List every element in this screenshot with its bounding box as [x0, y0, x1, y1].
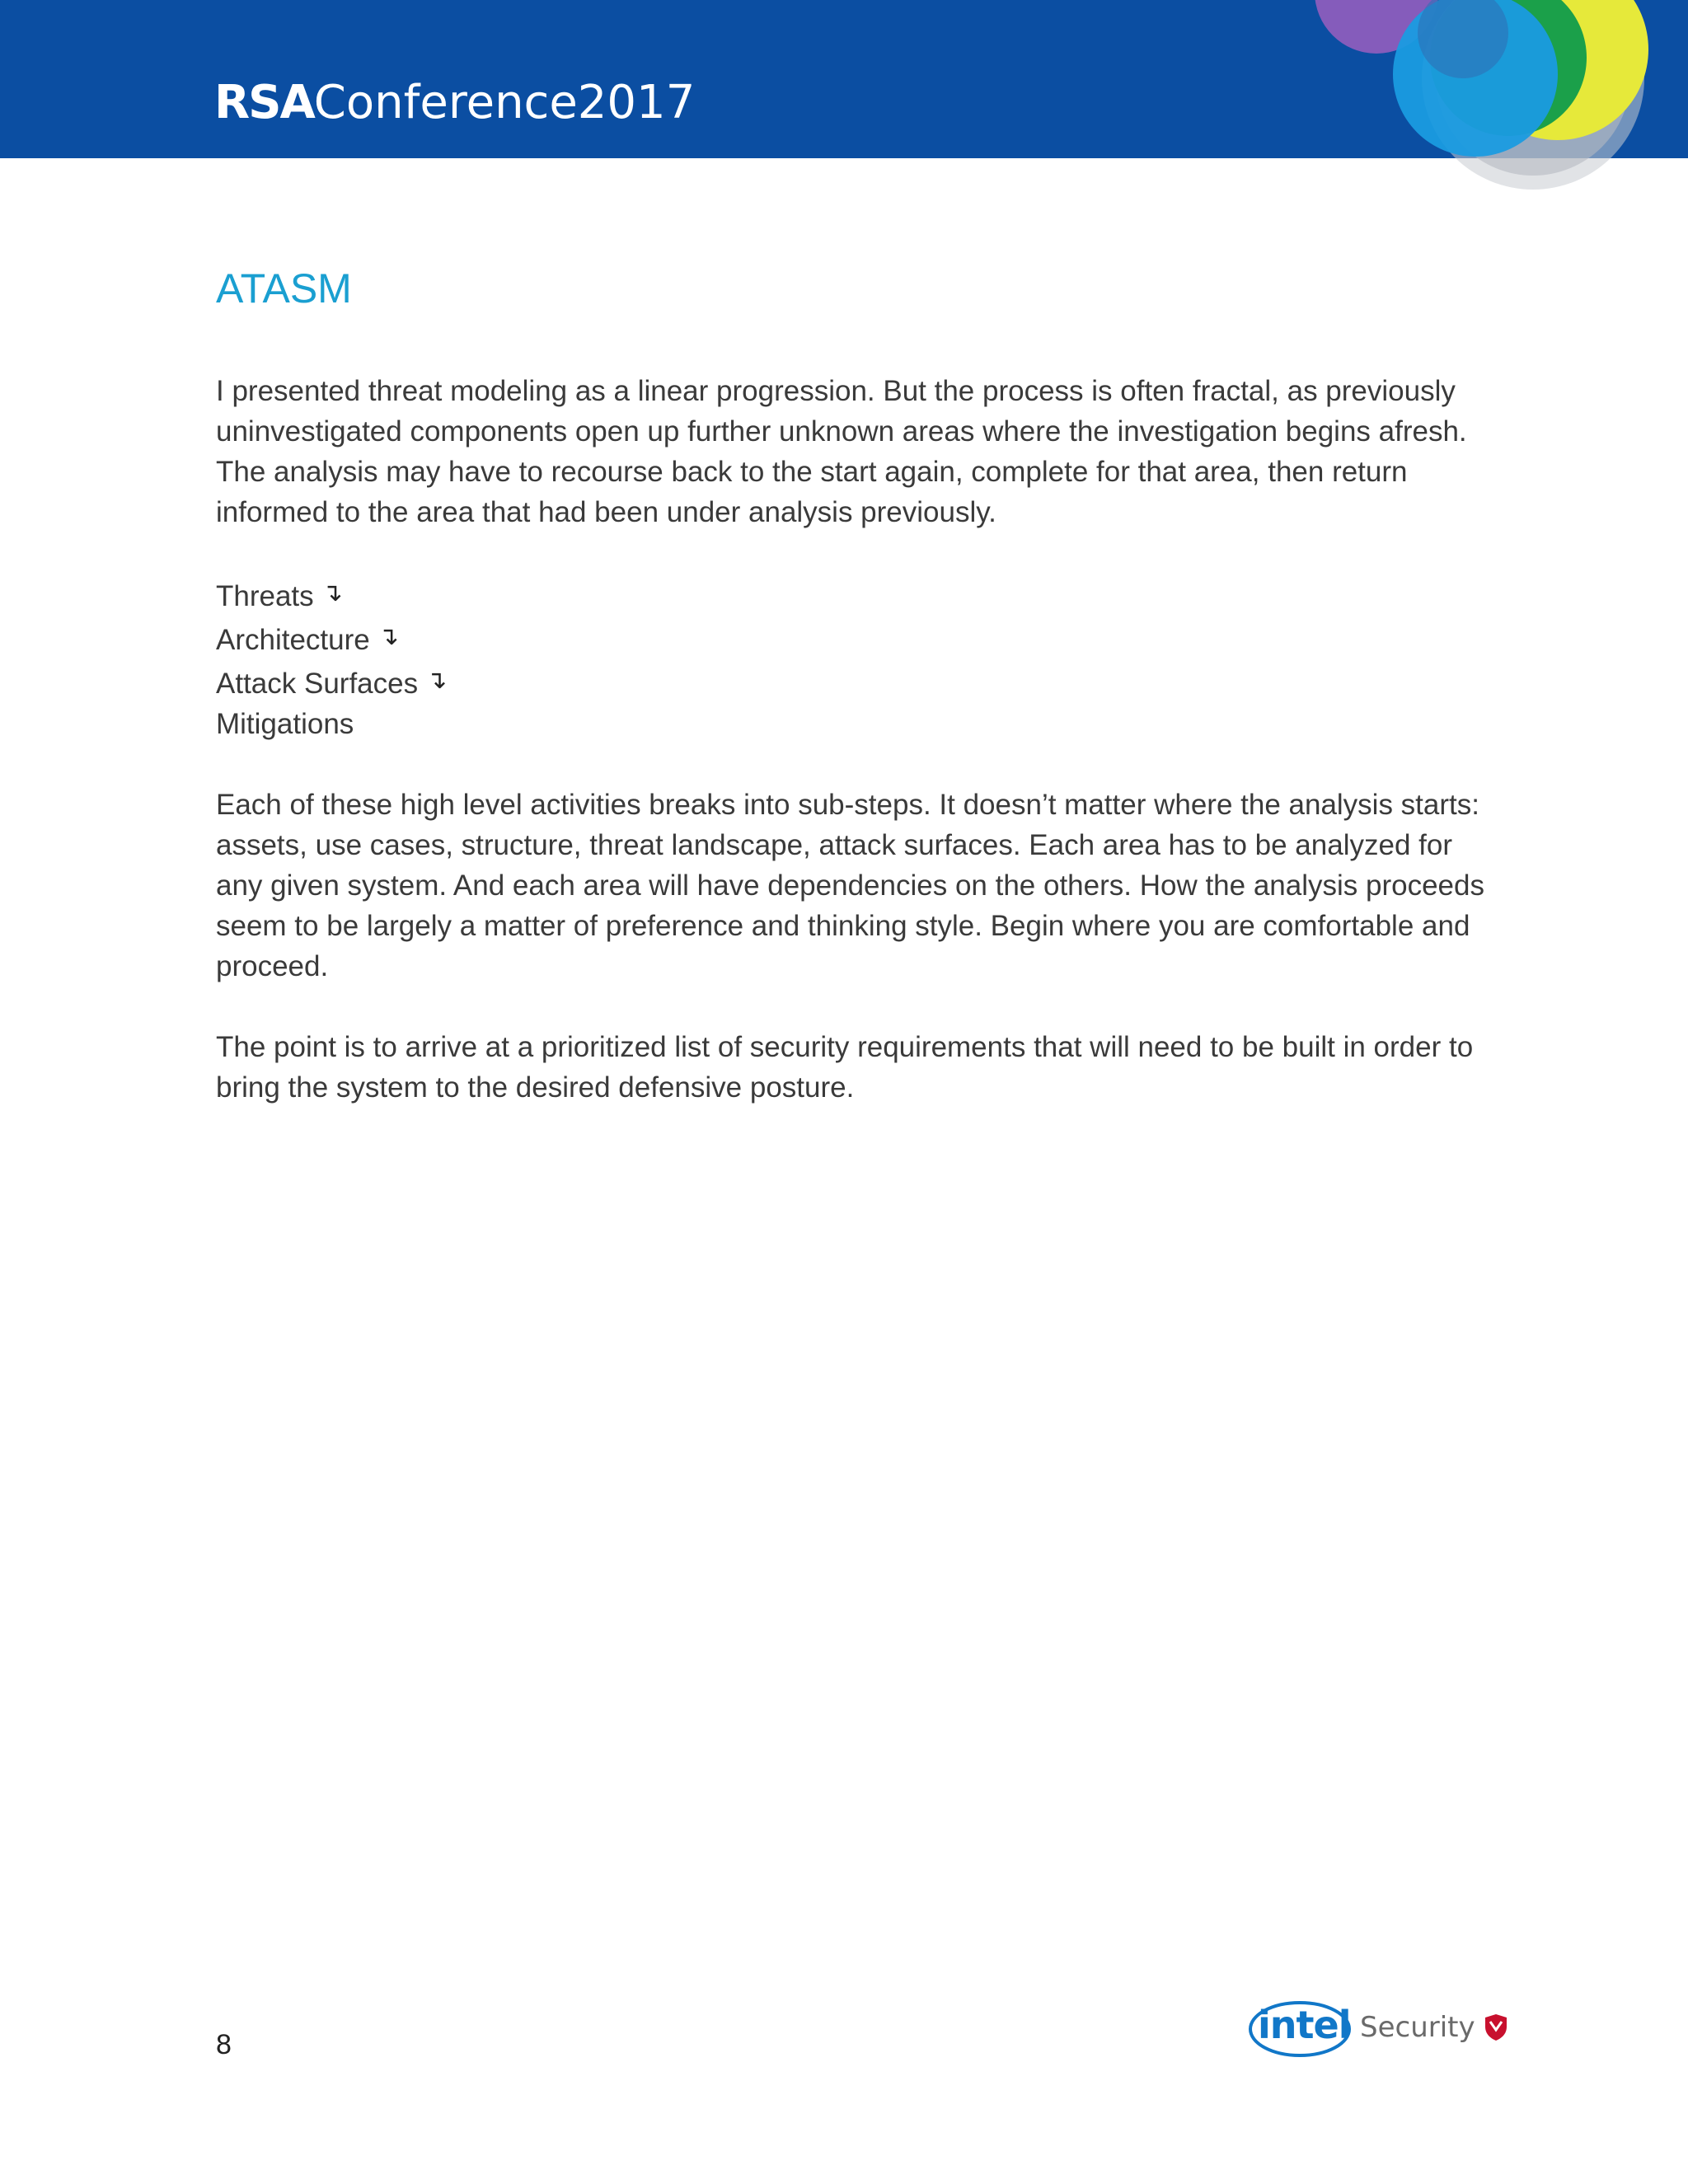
security-brand-text: Security: [1360, 2011, 1475, 2044]
conclusion-paragraph: The point is to arrive at a prioritized list of security requirements that will need to be built in order to bring the system to the desired defensive posture.: [216, 1031, 1474, 1104]
step-label: Architecture: [216, 624, 370, 656]
body-paragraph: Each of these high level activities breaks into sub-steps. It doesn’t matter where the analysis starts: assets, use cases, structure, threat landscape, attack surfaces. Each area has to be analyzed for any given system. And each area will have dependencies on the others. How the analysis proceeds seem to be largely a matter of preference and thinking style. Begin where you are comfortable and proceed.: [216, 789, 1484, 982]
intel-oval-mark: [1246, 1994, 1353, 2060]
down-right-arrow-icon: ↴: [377, 623, 399, 650]
decorative-bubbles-graphic: [1286, 0, 1665, 198]
logo-rsa-text: RSA: [214, 76, 314, 129]
mcafee-shield-icon: [1484, 2013, 1508, 2041]
step-label: Mitigations: [216, 708, 354, 740]
intel-brand-text: intel: [1258, 2003, 1351, 2047]
header-banner: [0, 0, 1688, 158]
intel-security-logo: [1246, 1994, 1508, 2060]
rsa-conference-logo: [214, 76, 695, 134]
step-item: [216, 573, 1502, 616]
steps-list: [216, 573, 1502, 744]
down-right-arrow-icon: ↴: [426, 667, 448, 694]
page-number: 8: [216, 2029, 232, 2060]
step-label: Threats: [216, 580, 314, 612]
step-item: [216, 704, 1502, 744]
logo-conference-text: Conference2017: [313, 76, 696, 129]
step-item: [216, 616, 1502, 660]
page-content: [216, 264, 1502, 1108]
section-title: ATASM: [216, 265, 352, 312]
down-right-arrow-icon: ↴: [321, 579, 343, 607]
step-label: Attack Surfaces: [216, 668, 419, 700]
intro-paragraph: I presented threat modeling as a linear progression. But the process is often fractal, as previously uninvestigated components open up further unknown areas where the investigation begins afresh. The analysis may have to recourse back to the start again, complete for that area, then return informed to the area that had been under analysis previously.: [216, 375, 1467, 528]
step-item: [216, 660, 1502, 704]
